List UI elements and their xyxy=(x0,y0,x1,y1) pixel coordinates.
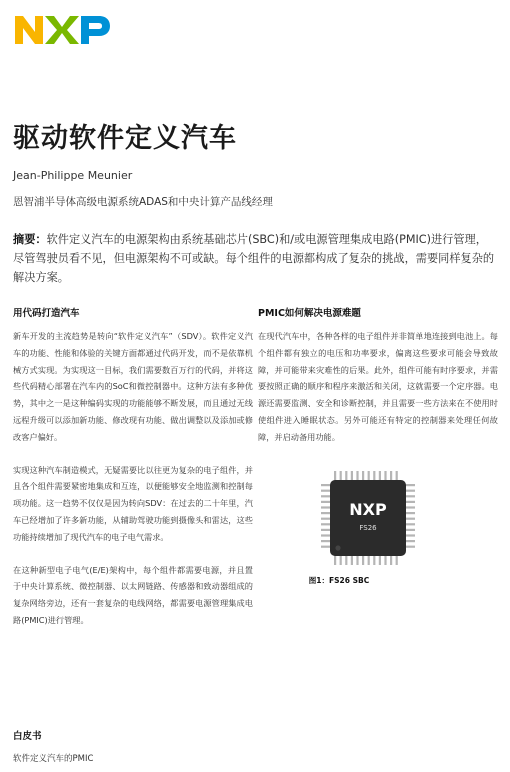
nxp-logo-mark xyxy=(15,16,110,44)
chip-pin xyxy=(334,471,336,481)
right-paragraph-1: 在现代汽车中，各种各样的电子组件并非简单地连接到电池上。每个组件都有独立的电压和功率要求，偏离这些要求可能会导致故障，并可能带来灾难性的后果。此外，组件可能有时序要求，并需要按照正确的顺序和程序来激活和关闭，这就需要一个定序器。电源还需要监测、安全和诊断控制，并且需要一些方法来在不使用时使组件进入睡眠状态。另外可能还有特定的控制器来处理任何故障，并启动备用功能。 xyxy=(258,331,498,442)
chip-pin xyxy=(405,546,415,548)
left-paragraph-3: 在这种新型电子电气(E/E)架构中，每个组件都需要电源，并且置于中央计算系统、微控制器、以太网链路、传感器和致动器组成的复杂网络旁边，还有一套复杂的电线网络，都需要电源管理集成电路(PMIC)进行管理。 xyxy=(13,564,253,625)
chip-part-label: FS26 xyxy=(359,524,377,532)
chip-pin xyxy=(405,534,415,536)
chip-pin xyxy=(379,471,381,481)
chip-pin xyxy=(396,555,398,565)
chip-pin xyxy=(321,523,331,525)
chip-pin xyxy=(321,534,331,536)
chip-pin xyxy=(405,523,415,525)
right-column xyxy=(258,305,498,446)
chip-pin xyxy=(396,471,398,481)
chip-pin xyxy=(334,555,336,565)
fs26-chip-image xyxy=(318,468,418,568)
abstract-text: 软件定义汽车的电源架构由系统基础芯片(SBC)和/或电源管理集成电路(PMIC)进行管理，尽管驾驶员看不见，但电源架构不可或缺。每个组件的电源都构成了复杂的挑战，需要同样复杂的解决方案。 xyxy=(13,233,495,284)
chip-pin xyxy=(321,484,331,486)
chip-pin xyxy=(368,471,370,481)
chip-pin xyxy=(405,501,415,503)
chip-pin xyxy=(384,471,386,481)
whitepaper-subtitle: 软件定义汽车的PMIC xyxy=(13,754,94,764)
chip-pin xyxy=(405,512,415,514)
abstract-label: 摘要： xyxy=(13,233,47,246)
chip-pin xyxy=(390,471,392,481)
page-title: 驱动软件定义汽车 xyxy=(13,123,237,154)
section-heading-right: PMIC如何解决电源难题 xyxy=(258,308,361,319)
whitepaper-label: 白皮书 xyxy=(13,731,42,742)
chip-pin xyxy=(345,555,347,565)
section-heading-left: 用代码打造汽车 xyxy=(13,308,80,319)
chip-pin xyxy=(405,518,415,520)
chip-pin xyxy=(351,555,353,565)
chip-pin xyxy=(362,555,364,565)
chip-pin xyxy=(321,546,331,548)
nxp-logo xyxy=(13,12,113,46)
chip-pin xyxy=(340,471,342,481)
chip-pin xyxy=(384,555,386,565)
chip-pin xyxy=(405,495,415,497)
chip-pin xyxy=(321,512,331,514)
chip-pin xyxy=(321,506,331,508)
chip-pin xyxy=(321,529,331,531)
chip-pin xyxy=(351,471,353,481)
chip-pin xyxy=(379,555,381,565)
chip-pin xyxy=(368,555,370,565)
chip-pin1-dot xyxy=(335,545,340,550)
chip-pin xyxy=(373,555,375,565)
abstract xyxy=(13,230,497,287)
chip-logo-text: NXP xyxy=(349,500,387,519)
chip-pin xyxy=(390,555,392,565)
figure-caption: 图1：FS26 SBC xyxy=(308,576,370,585)
chip-pin xyxy=(405,529,415,531)
chip-pin xyxy=(362,471,364,481)
chip-pin xyxy=(405,506,415,508)
chip-pin xyxy=(373,471,375,481)
chip-pin xyxy=(321,495,331,497)
chip-pin xyxy=(356,471,358,481)
chip-pin xyxy=(356,555,358,565)
chip-pin xyxy=(345,471,347,481)
chip-pin xyxy=(405,490,415,492)
author-affiliation: 恩智浦半导体高级电源系统ADAS和中央计算产品线经理 xyxy=(13,196,273,208)
left-paragraph-1: 新车开发的主流趋势是转向“软件定义汽车”（SDV）。软件定义汽车的功能、性能和体验的关键方面都通过代码开发，而不是依靠机械方式实现。为实现这一目标，我们需要数百万行的代码，并将这些代码精心部署在汽车内的SoC和微控制器中。这种方法有多种优势，其中之一是这种编码实现的功能能够不断发展，而且通过无线远程升级可以添加新功能、修改现有功能、做出调整以及添加或修改客户偏好。 xyxy=(13,331,253,442)
left-column xyxy=(13,305,253,629)
chip-pin xyxy=(405,484,415,486)
left-paragraph-2: 实现这种汽车制造模式，无疑需要比以往更为复杂的电子组件，并且各个组件需要紧密地集成和互连，以便能够安全地监测和控制每项功能。这一趋势不仅仅是因为转向SDV：在过去的二十年里，汽车已经增加了许多新功能，从辅助驾驶功能到摄像头和雷达，这些功能持续增加了现代汽车的电子电气需求。 xyxy=(13,464,253,542)
chip-pin xyxy=(321,490,331,492)
chip-pin xyxy=(321,540,331,542)
chip-pin xyxy=(321,501,331,503)
chip-pin xyxy=(321,518,331,520)
chip-pin xyxy=(340,555,342,565)
chip-pin xyxy=(405,540,415,542)
author-name: Jean-Philippe Meunier xyxy=(13,169,133,182)
